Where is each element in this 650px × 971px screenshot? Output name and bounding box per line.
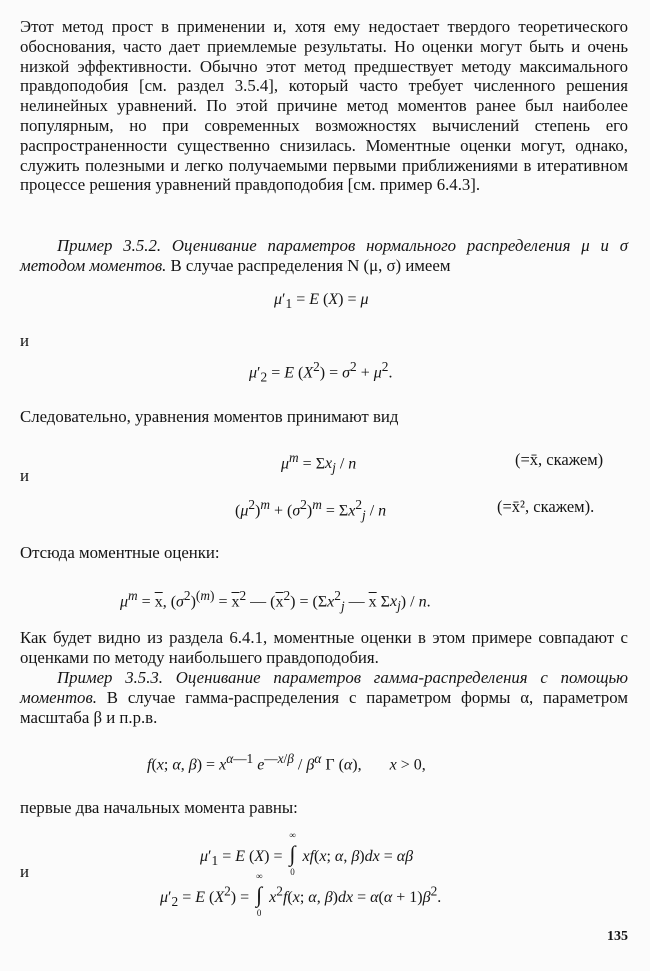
example-3-5-2-title: Пример 3.5.2. Оценивание параметров нормального распределения μ и σ методом моментов. <box>20 236 628 275</box>
integral-sign: ∫ ∞ 0 <box>289 830 296 877</box>
first-two-moments-intro: первые два начальных момента равны: <box>20 798 298 817</box>
ml-remark-paragraph: Как будет видно из раздела 6.4.1, моментные оценки в этом примере совпадают с оценками по методу наибольшего правдоподобия. <box>20 628 628 667</box>
equation-gamma-mu1: $\mu'_1 = E$ (X) = ∫ ∞ 0 xf(x; α, β)dx = αβ <box>200 830 414 877</box>
integral-sign: ∫ ∞ 0 <box>255 871 263 918</box>
page-number: 135 <box>607 929 628 944</box>
and-word-2: и <box>20 466 29 485</box>
note-say-2: (=x̄², скажем). <box>497 497 595 516</box>
and-word-3: и <box>20 862 29 881</box>
moment-equations-intro: Следовательно, уравнения моментов принимают вид <box>20 407 399 426</box>
equation-moment-1: $\mu^m = \Sigma x_j / n$ <box>281 450 357 476</box>
equation-gamma-pdf: f(x; α, $\beta) = x^{\alpha—1}$ $e^{—x/\beta} / \beta^\alpha$ Γ (α), x > 0, <box>147 751 426 774</box>
intro-paragraph: Этот метод прост в применении и, хотя ему недостает твердого теоретического обоснования, часто дает приемлемые результаты. Но оценки могут быть и очень низкой эффективности. Обычно этот метод предшествует методу максимального правдоподобия [см. раздел 3.5.4], который часто требует численного решения нелинейных уравнений. По этой причине метод моментов ранее был наиболее популярным, но при современных возможностях вычислений степень его распространенности существенно снизилась. Моментные оценки могут, однако, служить полезными и легко получаемыми первыми приближениями в итеративном процессе решения уравнений правдоподобия [см. пример 6.4.3]. <box>20 17 628 195</box>
equation-mu2: $\mu'_2 = E$ $(X^2) = \sigma^2 + \mu^2$. <box>249 359 393 385</box>
example-3-5-2-text: В случае распределения N (μ, σ) имеем <box>166 255 451 275</box>
example-3-5-2 <box>20 236 628 276</box>
example-3-5-3-text: В случае гамма-распределения с параметром формы α, параметром масштаба β и п.р.в. <box>20 687 628 727</box>
example-3-5-3 <box>20 668 628 727</box>
moment-estimates-intro: Отсюда моментные оценки: <box>20 543 220 562</box>
equation-moment-estimates: $\mu^m = \overline{x}$, $(\sigma^2)^{(m)} = \overline{x}^2$ — $(\overline{x}^2) = (\Sigma x^2_j$ — $\overline{x}$ $\Sigma x_j$) / n. <box>120 588 431 614</box>
and-word-1: и <box>20 331 29 350</box>
equation-moment-2: $(\mu^2)^m + (\sigma^2)^m = \Sigma x^2_j / n$ <box>235 497 387 523</box>
example-3-5-3-title: Пример 3.5.3. Оценивание параметров гамма-распределения с помощью моментов. <box>20 668 628 707</box>
note-say-1: (=x̄, скажем) <box>515 450 604 469</box>
equation-gamma-mu2: $\mu'_2 = E$ $(X^2)$ = ∫ ∞ 0 $x^2f(x$; α, $\beta)dx = \alpha(\alpha + 1)\beta^2$. <box>160 871 442 918</box>
equation-mu1: $\mu'_1 = E$ (X) = μ <box>274 291 369 312</box>
